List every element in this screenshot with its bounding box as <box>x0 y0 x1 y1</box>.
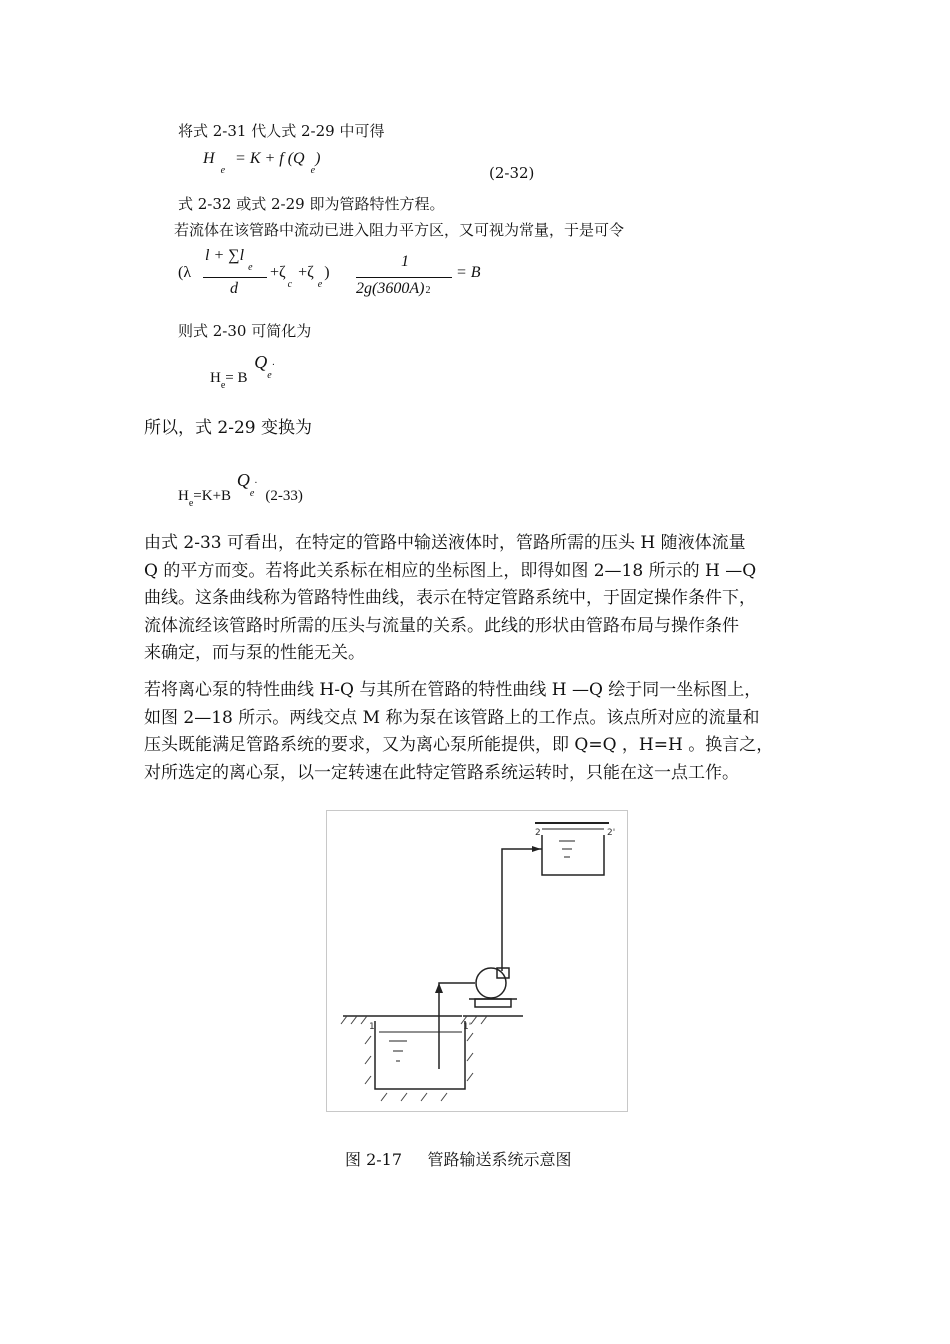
document-page: 将式 2-31 代人式 2-29 中可得 $H_e= K + f$ $(Q_e)$ (2-32) 式 2-32 或式 2-29 即为管路特性方程。 若流体在该管路中流动已进入阻力平方区，又可视为常量，于是可令 (λ $l + \sum l_e$ d $+\zeta_c+\zeta_e$) 1 2g(3600A)2 = B 则式 2-30 可简化为 $H_e= B$ $Q_e\cdot$ 所以，式 2-29 变换为 $H_e=K+B$ $Q_e\cdot (2-33)$ 由式 2-33 可看出，在特定的管路中输送液体时，管路所需的压头 H 随液体流量 Q 的平方而变。若将此关系标在相应的坐标图上，即得如图 2—18 所示的 H —Q 曲线。这条曲线称为管路特性曲线，表示在特定管路系统中，于固定操作条件下， 流体流经该管路时所需的压头与流量的关系。此线的形状由管路布局与操作条件 来确定，而与泵的性能无关。 若将离心泵的特性曲线 H-Q 与其所在管路的特性曲线 H —Q 绘于同一坐标图上， 如图 2—18 所示。两线交点 M 称为泵在该管路上的工作点。该点所对应的流量和 压头既能满足管路系统的要求，又为离心泵所能提供，即 Q=Q ，H=H 。换言之， 对所选定的离心泵，以一定转速在此特定管路系统运转时，只能在这一点工作。 2 2' 1 1' 图 2-17 管路输送系统示意图 <box>0 0 950 1344</box>
equation-simplified: $H_e= B$ $Q_e\cdot$ <box>210 352 276 391</box>
fraction-numerator: $l + \sum l_e$ <box>205 247 253 273</box>
text-line: 若流体在该管路中流动已进入阻力平方区，又可视为常量，于是可令 <box>174 221 625 239</box>
pump-casing <box>476 968 506 998</box>
fraction-denominator: d <box>230 280 238 297</box>
lower-reservoir <box>375 1021 465 1089</box>
label-section-1: 1 <box>369 1022 375 1032</box>
fraction2-numerator: 1 <box>401 253 409 270</box>
equals-B: = B <box>456 264 481 281</box>
fraction2-bar <box>356 277 452 278</box>
text-line: 所以，式 2-29 变换为 <box>144 418 312 438</box>
intro-line: 将式 2-31 代人式 2-29 中可得 <box>178 122 385 140</box>
text-line: 则式 2-30 可简化为 <box>178 322 312 340</box>
label-section-1p: 1' <box>463 1022 472 1032</box>
label-section-2: 2 <box>535 828 541 838</box>
fraction2-denominator: 2g(3600A)2 <box>356 280 431 297</box>
equation-2-33: $H_e=K+B$ $Q_e\cdot (2-33)$ <box>178 470 303 509</box>
equation-2-32: $H_e= K + f$ $(Q_e)$ <box>203 150 321 176</box>
figure-caption: 图 2-17 管路输送系统示意图 <box>345 1150 572 1169</box>
text-line: 式 2-32 或式 2-29 即为管路特性方程。 <box>178 195 445 213</box>
paragraph-pipe-curve: 由式 2-33 可看出，在特定的管路中输送液体时，管路所需的压头 H 随液体流量 Q 的平方而变。若将此关系标在相应的坐标图上，即得如图 2—18 所示的 H —Q 曲线。这条曲线称为管路特性曲线，表示在特定管路系统中，于固定操作条件下， 流体流经该管路时所需的压头与流量的关系。此线的形状由管路布局与操作条件 来确定，而与泵的性能无关。 <box>144 533 757 663</box>
paragraph-working-point: 若将离心泵的特性曲线 H-Q 与其所在管路的特性曲线 H —Q 绘于同一坐标图上， 如图 2—18 所示。两线交点 M 称为泵在该管路上的工作点。该点所对应的流量和 压头既能满足管路系统的要求，又为离心泵所能提供，即 Q=Q ，H=H 。换言之， 对所选定的离心泵，以一定转速在此特定管路系统运转时，只能在这一点工作。 <box>144 680 774 783</box>
discharge-pipe <box>502 849 542 971</box>
label-section-2p: 2' <box>607 828 616 838</box>
equation-number-2-32: (2-32) <box>489 164 535 182</box>
fraction-bar <box>203 277 267 278</box>
pipeline-diagram-svg <box>327 811 627 1111</box>
figure-pipeline-diagram <box>326 810 628 1112</box>
